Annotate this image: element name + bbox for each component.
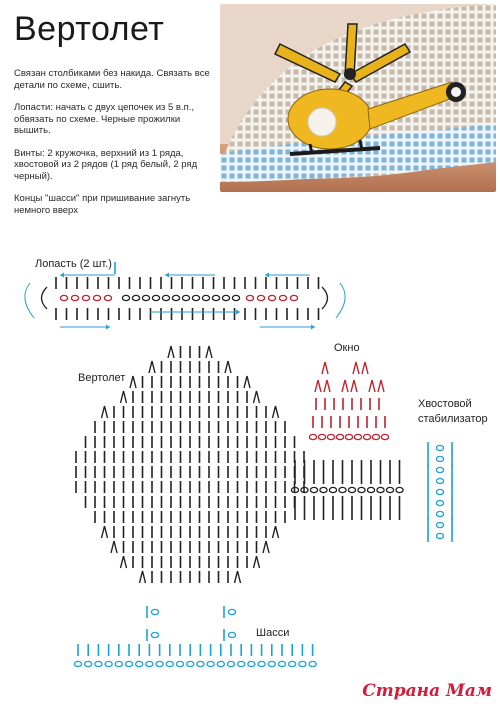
- stitch-ch: [268, 295, 275, 300]
- stitch-ch: [436, 500, 443, 505]
- stitch-ch: [327, 434, 334, 439]
- stitch-ch: [258, 661, 265, 666]
- instruction-rotors: Винты: 2 кружочка, верхний из 1 ряда, хвостовой из 2 рядов (1 ряд белый, 2 ряд черный).: [14, 147, 198, 182]
- stitch-ch: [217, 661, 224, 666]
- stitch-inc: [121, 556, 127, 568]
- stabilizer-label-line1: Хвостовой: [418, 398, 472, 410]
- stitch-ch: [354, 434, 361, 439]
- stitch-ch: [228, 609, 235, 614]
- stitch-ch: [436, 522, 443, 527]
- chassis-chart: [74, 606, 316, 667]
- turn-arrow-right: [336, 283, 345, 318]
- stitch-ch: [166, 661, 173, 666]
- stitch-ch: [187, 661, 194, 666]
- stitch-ch: [146, 661, 153, 666]
- stabilizer-label-line2: стабилизатор: [418, 413, 488, 425]
- stabilizer-chart: [428, 442, 452, 542]
- stitch-inc: [324, 380, 330, 392]
- stitch-inc: [168, 346, 174, 358]
- stitch-ch: [142, 295, 149, 300]
- stitch-ch: [358, 487, 365, 492]
- stitch-ch: [348, 487, 355, 492]
- stitch-ch: [71, 295, 78, 300]
- stitch-ch: [136, 661, 143, 666]
- stitch-ch: [93, 295, 100, 300]
- arrow-head: [265, 273, 269, 278]
- stitch-ch: [436, 467, 443, 472]
- stitch-ch: [436, 478, 443, 483]
- arrow-head: [165, 273, 169, 278]
- stitch-ch: [309, 434, 316, 439]
- stitch-ch: [436, 456, 443, 461]
- stitch-ch: [105, 661, 112, 666]
- window-chart: [309, 362, 388, 440]
- stitch-ch: [222, 295, 229, 300]
- stitch-ch: [132, 295, 139, 300]
- stitch-ch: [367, 487, 374, 492]
- stitch-ch: [172, 295, 179, 300]
- page-title: Вертолет: [14, 10, 165, 48]
- stitch-inc: [322, 362, 328, 374]
- watermark-logo: Страна Мам: [362, 681, 492, 701]
- stitch-ch: [278, 661, 285, 666]
- stitch-ch: [238, 661, 245, 666]
- stitch-ch: [289, 661, 296, 666]
- stitch-ch: [162, 295, 169, 300]
- stitch-ch: [363, 434, 370, 439]
- blade-end-left: [42, 287, 48, 309]
- stitch-ch: [318, 434, 325, 439]
- stitch-inc: [353, 362, 359, 374]
- stitch-ch: [386, 487, 393, 492]
- stitch-inc: [351, 380, 357, 392]
- stitch-inc: [102, 526, 108, 538]
- stitch-ch: [152, 295, 159, 300]
- stitch-inc: [263, 541, 269, 553]
- stitch-inc: [378, 380, 384, 392]
- stitch-inc: [342, 380, 348, 392]
- stitch-ch: [329, 487, 336, 492]
- stitch-ch: [151, 609, 158, 614]
- instruction-chassis: Концы "шасси" при пришивание загнуть немного вверх: [14, 193, 191, 216]
- stitch-ch: [156, 661, 163, 666]
- stitch-ch: [279, 295, 286, 300]
- arrow-head: [311, 325, 315, 330]
- stitch-ch: [151, 632, 158, 637]
- stitch-ch: [246, 295, 253, 300]
- window-label: Окно: [334, 342, 360, 354]
- stitch-inc: [206, 346, 212, 358]
- stitch-inc: [130, 376, 136, 388]
- turn-arrow-left: [25, 283, 34, 318]
- stitch-ch: [202, 295, 209, 300]
- stitch-inc: [149, 361, 155, 373]
- arrow-head: [236, 310, 240, 315]
- stitch-inc: [273, 406, 279, 418]
- stitch-ch: [396, 487, 403, 492]
- stitch-ch: [95, 661, 102, 666]
- stitch-ch: [232, 295, 239, 300]
- arrow-head: [60, 273, 64, 278]
- stitch-inc: [369, 380, 375, 392]
- stitch-inc: [102, 406, 108, 418]
- stitch-ch: [228, 632, 235, 637]
- stitch-ch: [115, 661, 122, 666]
- stitch-ch: [197, 661, 204, 666]
- stitch-ch: [436, 533, 443, 538]
- stitch-ch: [212, 295, 219, 300]
- stitch-ch: [436, 511, 443, 516]
- stitch-ch: [82, 295, 89, 300]
- stitch-ch: [122, 295, 129, 300]
- arrow-head: [106, 325, 110, 330]
- stitch-ch: [372, 434, 379, 439]
- stitch-ch: [125, 661, 132, 666]
- stitch-inc: [362, 362, 368, 374]
- stitch-ch: [207, 661, 214, 666]
- stitch-inc: [315, 380, 321, 392]
- stitch-ch: [104, 295, 111, 300]
- blade-end-right: [322, 287, 328, 309]
- blade-chart: [25, 262, 345, 330]
- stitch-ch: [227, 661, 234, 666]
- stitch-inc: [254, 556, 260, 568]
- stitch-inc: [121, 391, 127, 403]
- stitch-inc: [273, 526, 279, 538]
- stitch-inc: [254, 391, 260, 403]
- stitch-ch: [74, 661, 81, 666]
- stitch-ch: [345, 434, 352, 439]
- stitch-inc: [235, 571, 241, 583]
- stitch-ch: [436, 489, 443, 494]
- blade-label: Лопасть (2 шт.): [35, 258, 112, 270]
- stitch-ch: [377, 487, 384, 492]
- stitch-ch: [176, 661, 183, 666]
- stitch-ch: [381, 434, 388, 439]
- chassis-label: Шасси: [256, 627, 290, 639]
- stitch-ch: [299, 661, 306, 666]
- stitch-inc: [111, 541, 117, 553]
- stitch-ch: [310, 487, 317, 492]
- stitch-ch: [248, 661, 255, 666]
- stitch-ch: [436, 445, 443, 450]
- instruction-blades: Лопасти: начать с двух цепочек из 5 в.п., обвязать по схеме. Черные прожилки вышить.: [14, 102, 195, 136]
- stitch-inc: [225, 361, 231, 373]
- stitch-ch: [60, 295, 67, 300]
- stitch-inc: [244, 376, 250, 388]
- stitch-ch: [309, 661, 316, 666]
- stitch-ch: [320, 487, 327, 492]
- stitch-inc: [140, 571, 146, 583]
- stitch-ch: [290, 295, 297, 300]
- stitch-ch: [192, 295, 199, 300]
- body-label: Вертолет: [78, 372, 126, 384]
- stitch-ch: [268, 661, 275, 666]
- stitch-ch: [339, 487, 346, 492]
- stitch-ch: [257, 295, 264, 300]
- stitch-ch: [85, 661, 92, 666]
- instruction-general: Связан столбиками без накида. Связать все детали по схеме, сшить.: [14, 68, 210, 91]
- stitch-ch: [182, 295, 189, 300]
- stitch-ch: [336, 434, 343, 439]
